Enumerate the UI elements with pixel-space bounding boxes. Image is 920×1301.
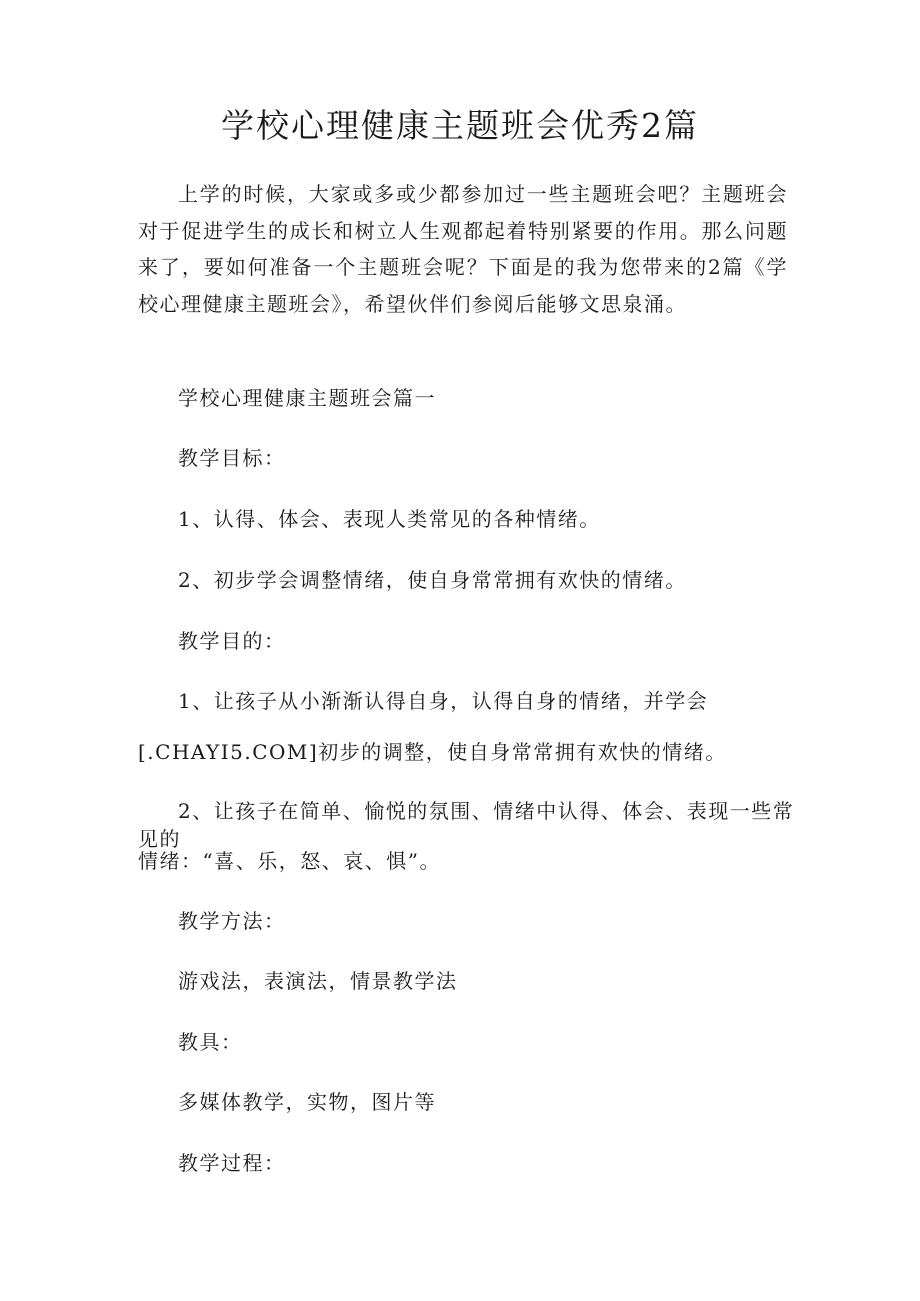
purpose-item-2-line2: 情绪：“喜、乐，怒、哀、惧”。 [138,849,441,873]
teaching-goals-label: 教学目标： [178,446,286,470]
section-heading: 学校心理健康主题班会篇一 [178,386,436,410]
purpose-item-2-line1: 2、让孩子在简单、愉悦的氛围、情绪中认得、体会、表现一些常见的 [138,799,795,851]
intro-paragraph: 上学的时候，大家或多或少都参加过一些主题班会吧？主题班会对于促进学生的成长和树立人生观都起着特别紧要的作用。那么问题来了，要如何准备一个主题班会呢？下面是的我为您带来的2篇《学校心理健康主题班会》，希望伙伴们参阅后能够文思泉涌。 [138,182,788,316]
purpose-item-1-line2: [.CHAYI5.COM]初步的调整，使自身常常拥有欢快的情绪。 [138,740,727,764]
teaching-aids: 多媒体教学，实物，图片等 [178,1090,436,1114]
teaching-aids-label: 教具： [178,1030,243,1054]
purpose-item-1-line1: 1、让孩子从小渐渐认得自身，认得自身的情绪，并学会 [178,689,709,713]
document-title: 学校心理健康主题班会优秀2篇 [221,106,699,145]
goal-item-2: 2、初步学会调整情绪，使自身常常拥有欢快的情绪。 [178,568,687,592]
teaching-method: 游戏法，表演法，情景教学法 [178,969,458,993]
teaching-purpose-label: 教学目的： [178,629,286,653]
teaching-method-label: 教学方法： [178,909,286,933]
teaching-process-label: 教学过程： [178,1151,286,1175]
goal-item-1: 1、认得、体会、表现人类常见的各种情绪。 [178,507,601,531]
